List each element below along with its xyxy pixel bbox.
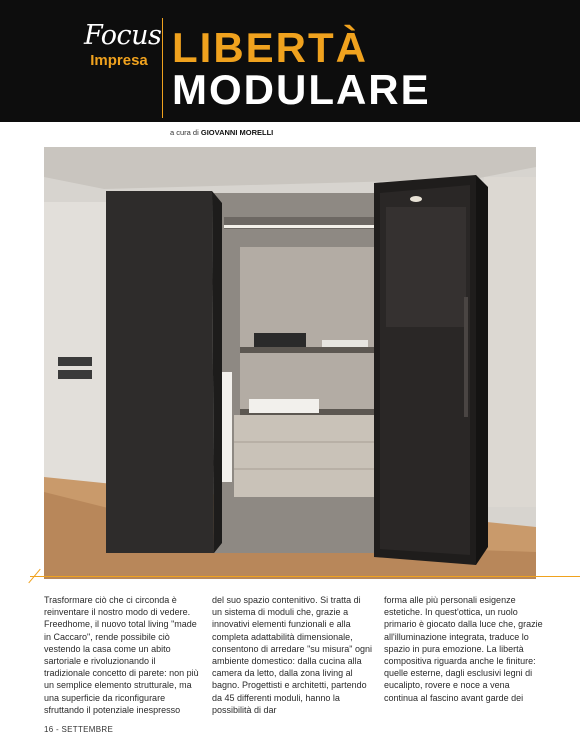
article-text-col-2: del suo spazio contenitivo. Si tratta di un sistema di moduli che, grazie a innovativi elementi funzionali e alla completa adattabilità dimensionale, consentono di arredare "su misura" ogni ambiente domestico: dalla cucina alla camera da letto, dalla zona living al bagno. Progettisti e architetti, partendo da 45 differenti moduli, hanno la possibilità di dar	[212, 595, 372, 715]
byline-prefix: a cura di	[170, 128, 199, 137]
brand-focus: Focus	[84, 20, 162, 51]
byline-author: GIOVANNI MORELLI	[200, 128, 274, 137]
page-title-line-1: LIBERTÀ	[172, 24, 368, 71]
page-title-line-2: MODULARE	[172, 66, 431, 113]
page-folio: 16 - SETTEMBRE	[44, 725, 114, 734]
walk-in-closet-photo	[44, 147, 536, 579]
masthead	[0, 0, 580, 122]
article-column-2	[212, 594, 372, 716]
accent-rule	[30, 576, 580, 577]
article-text-col-1: Trasformare ciò che ci circonda è reinventare il nostro modo di vedere. Freedhome, il nuovo total living "made in Caccaro", rende possibile ciò vestendo la casa come un abito sartoriale e rivoluzionando il tradizionale concetto di parete: non più un semplice elemento strutturale, ma una superficie da riconfigurare sfruttando il potenziale inespresso	[44, 595, 199, 715]
photo-illustration	[44, 147, 536, 579]
article-column-1	[44, 594, 204, 716]
header-divider	[162, 18, 163, 118]
section-brand	[84, 20, 162, 70]
byline	[170, 128, 273, 137]
article-column-3	[384, 594, 546, 704]
article-text-col-3: forma alle più personali esigenze estetiche. In quest'ottica, un ruolo primario è giocato dalla luce che, grazie all'illuminazione integrata, traduce lo spazio in pura emozione. La libertà compositiva riguarda anche le finiture: quelle esterne, dagli esclusivi legni di eucalipto, rovere e noce a vena continua al fascino avant garde dei	[384, 595, 543, 703]
brand-impresa: Impresa	[90, 52, 148, 69]
